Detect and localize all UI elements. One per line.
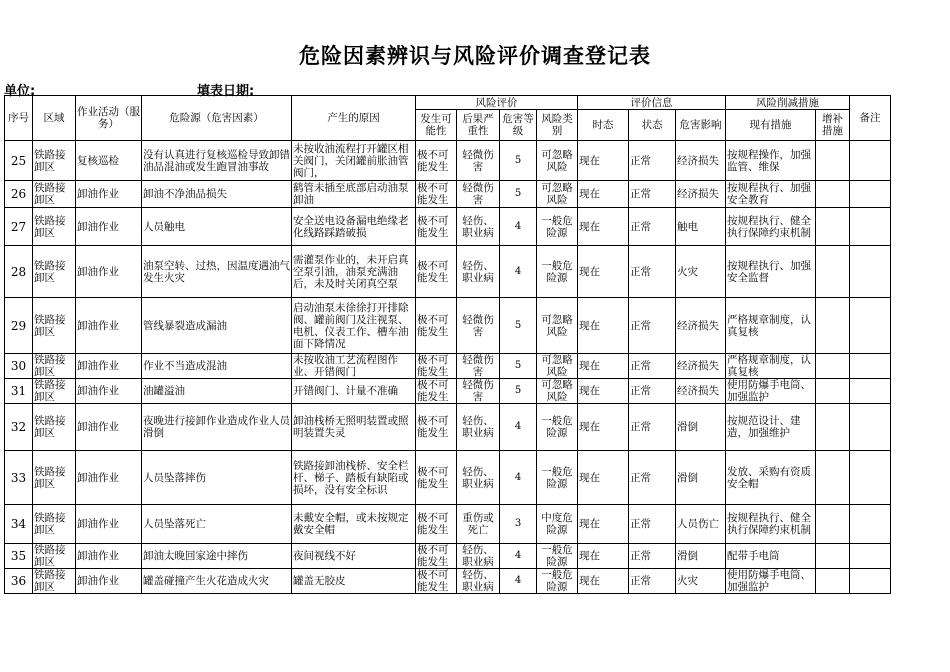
row-level: 4 [500, 246, 537, 298]
row-tense: 现在 [578, 354, 629, 379]
row-state: 正常 [629, 569, 676, 594]
row-activity: 卸油作业 [76, 544, 142, 569]
row-cause: 夜间视线不好 [292, 544, 416, 569]
row-level: 4 [500, 544, 537, 569]
row-extra-measures [816, 404, 850, 451]
row-remark [850, 379, 891, 404]
row-severity: 轻伤、职业病 [457, 451, 500, 505]
row-area: 铁路接卸区 [33, 379, 76, 404]
row-likelihood: 极不可能发生 [416, 141, 457, 181]
row-severity: 轻伤、职业病 [457, 246, 500, 298]
row-cause: 安全送电设备漏电绝缘老化线路踩踏破损 [292, 208, 416, 246]
row-likelihood: 极不可能发生 [416, 298, 457, 354]
header-category: 风险类别 [537, 110, 578, 141]
row-current-measures: 使用防爆手电筒、加强监护 [726, 379, 816, 404]
row-state: 正常 [629, 451, 676, 505]
row-likelihood: 极不可能发生 [416, 451, 457, 505]
row-category: 可忽略风险 [537, 298, 578, 354]
row-category: 可忽略风险 [537, 181, 578, 208]
row-tense: 现在 [578, 379, 629, 404]
row-impact: 经济损失 [676, 354, 726, 379]
row-activity: 卸油作业 [76, 505, 142, 544]
row-category: 可忽略风险 [537, 354, 578, 379]
row-cause: 开错阀门、计量不准确 [292, 379, 416, 404]
row-cause: 铁路接卸油栈桥、安全栏杆、梯子、踏板有缺陷或损坏，没有安全标识 [292, 451, 416, 505]
row-seq: 35 [5, 544, 33, 569]
row-area: 铁路接卸区 [33, 246, 76, 298]
row-tense: 现在 [578, 181, 629, 208]
row-hazard: 人员坠落死亡 [142, 505, 292, 544]
header-state: 状态 [629, 110, 676, 141]
row-likelihood: 极不可能发生 [416, 404, 457, 451]
row-level: 4 [500, 208, 537, 246]
row-area: 铁路接卸区 [33, 181, 76, 208]
row-likelihood: 极不可能发生 [416, 505, 457, 544]
row-tense: 现在 [578, 298, 629, 354]
row-remark [850, 181, 891, 208]
row-activity: 卸油作业 [76, 181, 142, 208]
row-area: 铁路接卸区 [33, 208, 76, 246]
row-level: 5 [500, 141, 537, 181]
header-risk-eval: 风险评价 [416, 96, 578, 110]
row-state: 正常 [629, 354, 676, 379]
row-remark [850, 451, 891, 505]
row-extra-measures [816, 505, 850, 544]
row-state: 正常 [629, 208, 676, 246]
table-row [5, 544, 891, 569]
row-area: 铁路接卸区 [33, 505, 76, 544]
row-impact: 经济损失 [676, 379, 726, 404]
row-severity: 轻伤、职业病 [457, 544, 500, 569]
row-category: 中度危险源 [537, 505, 578, 544]
row-impact: 触电 [676, 208, 726, 246]
row-level: 3 [500, 505, 537, 544]
row-seq: 28 [5, 246, 33, 298]
row-extra-measures [816, 208, 850, 246]
row-seq: 33 [5, 451, 33, 505]
row-extra-measures [816, 298, 850, 354]
row-hazard: 油泵空转、过热，因温度遇油气发生火灾 [142, 246, 292, 298]
row-seq: 25 [5, 141, 33, 181]
document-title: 危险因素辨识与风险评价调查登记表 [299, 44, 651, 68]
row-likelihood: 极不可能发生 [416, 181, 457, 208]
table-row [5, 404, 891, 451]
row-activity: 卸油作业 [76, 298, 142, 354]
row-hazard: 没有认真进行复核巡检导致卸错油品混油或发生跑冒油事故 [142, 141, 292, 181]
table-row [5, 569, 891, 594]
row-hazard: 人员坠落摔伤 [142, 451, 292, 505]
row-current-measures: 严格规章制度，认真复核 [726, 354, 816, 379]
row-tense: 现在 [578, 505, 629, 544]
row-remark [850, 354, 891, 379]
row-hazard: 作业不当造成混油 [142, 354, 292, 379]
row-state: 正常 [629, 379, 676, 404]
row-activity: 卸油作业 [76, 208, 142, 246]
row-severity: 轻微伤害 [457, 379, 500, 404]
row-likelihood: 极不可能发生 [416, 569, 457, 594]
row-hazard: 管线暴裂造成漏油 [142, 298, 292, 354]
row-level: 4 [500, 404, 537, 451]
row-impact: 滑倒 [676, 451, 726, 505]
table-row [5, 379, 891, 404]
header-severity: 后果严重性 [457, 110, 500, 141]
table-row [5, 451, 891, 505]
row-state: 正常 [629, 141, 676, 181]
row-area: 铁路接卸区 [33, 404, 76, 451]
risk-register-table [4, 95, 891, 594]
row-impact: 滑倒 [676, 544, 726, 569]
row-seq: 32 [5, 404, 33, 451]
row-cause: 未按收油流程打开罐区相关阀门，关闭罐前胀油管阀门， [292, 141, 416, 181]
row-current-measures: 发放、采购有资质安全帽 [726, 451, 816, 505]
row-extra-measures [816, 181, 850, 208]
header-extra-measures: 增补措施 [816, 110, 850, 141]
row-area: 铁路接卸区 [33, 298, 76, 354]
row-hazard: 卸油不净油品损失 [142, 181, 292, 208]
row-hazard: 卸油太晚回家途中摔伤 [142, 544, 292, 569]
header-hazard: 危险源（危害因素） [142, 96, 292, 141]
row-tense: 现在 [578, 141, 629, 181]
row-seq: 31 [5, 379, 33, 404]
date-label: 填表日期: [197, 84, 255, 99]
row-current-measures: 严格规章制度，认真复核 [726, 298, 816, 354]
table-row [5, 141, 891, 181]
row-current-measures: 按规程执行、加强安全监督 [726, 246, 816, 298]
row-activity: 复核巡检 [76, 141, 142, 181]
row-level: 5 [500, 354, 537, 379]
row-state: 正常 [629, 181, 676, 208]
row-activity: 卸油作业 [76, 404, 142, 451]
row-cause: 罐盖无胶皮 [292, 569, 416, 594]
row-impact: 经济损失 [676, 141, 726, 181]
row-hazard: 油罐溢油 [142, 379, 292, 404]
row-remark [850, 208, 891, 246]
row-activity: 卸油作业 [76, 354, 142, 379]
row-current-measures: 使用防爆手电筒、加强监护 [726, 569, 816, 594]
row-severity: 轻微伤害 [457, 181, 500, 208]
row-severity: 轻伤、职业病 [457, 569, 500, 594]
row-activity: 卸油作业 [76, 451, 142, 505]
row-tense: 现在 [578, 246, 629, 298]
header-mitigation: 风险削减措施 [726, 96, 850, 110]
row-severity: 轻微伤害 [457, 298, 500, 354]
row-likelihood: 极不可能发生 [416, 379, 457, 404]
row-category: 一般危险源 [537, 569, 578, 594]
header-remarks: 备注 [850, 96, 891, 141]
unit-label: 单位: [4, 84, 36, 99]
row-activity: 卸油作业 [76, 569, 142, 594]
row-category: 可忽略风险 [537, 141, 578, 181]
row-current-measures: 按规程执行、健全执行保障约束机制 [726, 208, 816, 246]
row-area: 铁路接卸区 [33, 354, 76, 379]
row-level: 5 [500, 379, 537, 404]
header-cause: 产生的原因 [292, 96, 416, 141]
row-state: 正常 [629, 544, 676, 569]
table-row [5, 354, 891, 379]
row-tense: 现在 [578, 451, 629, 505]
row-category: 一般危险源 [537, 451, 578, 505]
row-state: 正常 [629, 505, 676, 544]
row-severity: 轻微伤害 [457, 141, 500, 181]
row-extra-measures [816, 379, 850, 404]
row-remark [850, 246, 891, 298]
row-current-measures: 按规程执行、加强安全教育 [726, 181, 816, 208]
row-category: 一般危险源 [537, 208, 578, 246]
row-cause: 鹤管未插至底部启动油泵卸油 [292, 181, 416, 208]
row-level: 5 [500, 298, 537, 354]
row-severity: 轻伤、职业病 [457, 404, 500, 451]
row-hazard: 人员触电 [142, 208, 292, 246]
row-area: 铁路接卸区 [33, 141, 76, 181]
row-tense: 现在 [578, 404, 629, 451]
row-seq: 30 [5, 354, 33, 379]
row-cause: 未戴安全帽，或未按规定戴安全帽 [292, 505, 416, 544]
row-cause: 启动油泵未徐徐打开排除阀、罐前阀门及注视泵、电机、仪表工作、槽车油面下降情况 [292, 298, 416, 354]
row-impact: 经济损失 [676, 181, 726, 208]
row-current-measures: 按规程操作，加强监管、维保 [726, 141, 816, 181]
row-likelihood: 极不可能发生 [416, 246, 457, 298]
row-extra-measures [816, 246, 850, 298]
row-likelihood: 极不可能发生 [416, 354, 457, 379]
header-activity: 作业活动（服务） [76, 96, 142, 141]
row-extra-measures [816, 569, 850, 594]
row-current-measures: 按规范设计、建造，加强维护 [726, 404, 816, 451]
row-level: 5 [500, 181, 537, 208]
row-remark [850, 298, 891, 354]
row-severity: 轻伤、职业病 [457, 208, 500, 246]
row-remark [850, 505, 891, 544]
row-hazard: 罐盖碰撞产生火花造成火灾 [142, 569, 292, 594]
row-extra-measures [816, 354, 850, 379]
row-impact: 火灾 [676, 246, 726, 298]
row-seq: 26 [5, 181, 33, 208]
header-tense: 时态 [578, 110, 629, 141]
row-area: 铁路接卸区 [33, 544, 76, 569]
row-activity: 卸油作业 [76, 246, 142, 298]
row-seq: 29 [5, 298, 33, 354]
table-row [5, 181, 891, 208]
header-seq: 序号 [5, 96, 33, 141]
row-seq: 27 [5, 208, 33, 246]
table-row [5, 246, 891, 298]
row-cause: 卸油栈桥无照明装置或照明装置失灵 [292, 404, 416, 451]
row-tense: 现在 [578, 208, 629, 246]
row-severity: 轻微伤害 [457, 354, 500, 379]
row-impact: 经济损失 [676, 298, 726, 354]
row-cause: 未按收油工艺流程图作业、开错阀门 [292, 354, 416, 379]
row-impact: 人员伤亡 [676, 505, 726, 544]
header-current-measures: 现有措施 [726, 110, 816, 141]
header-level: 危害等级 [500, 110, 537, 141]
row-seq: 36 [5, 569, 33, 594]
row-category: 一般危险源 [537, 404, 578, 451]
row-remark [850, 569, 891, 594]
row-severity: 重伤或死亡 [457, 505, 500, 544]
row-extra-measures [816, 544, 850, 569]
row-tense: 现在 [578, 569, 629, 594]
row-level: 4 [500, 451, 537, 505]
row-remark [850, 141, 891, 181]
row-level: 4 [500, 569, 537, 594]
table-row [5, 505, 891, 544]
header-impact: 危害影响 [676, 110, 726, 141]
table-row [5, 298, 891, 354]
table-body [5, 141, 891, 594]
table-row [5, 208, 891, 246]
row-category: 可忽略风险 [537, 379, 578, 404]
row-state: 正常 [629, 246, 676, 298]
header-likelihood: 发生可能性 [416, 110, 457, 141]
row-category: 一般危险源 [537, 246, 578, 298]
row-tense: 现在 [578, 544, 629, 569]
row-extra-measures [816, 451, 850, 505]
row-remark [850, 544, 891, 569]
row-extra-measures [816, 141, 850, 181]
header-eval-info: 评价信息 [578, 96, 726, 110]
row-impact: 滑倒 [676, 404, 726, 451]
row-remark [850, 404, 891, 451]
row-area: 铁路接卸区 [33, 451, 76, 505]
row-cause: 需灌泵作业的，未开启真空泵引油，油泵充满油后，未及时关闭真空泵 [292, 246, 416, 298]
row-category: 一般危险源 [537, 544, 578, 569]
row-impact: 火灾 [676, 569, 726, 594]
row-state: 正常 [629, 298, 676, 354]
row-current-measures: 按规程执行、健全执行保障约束机制 [726, 505, 816, 544]
row-seq: 34 [5, 505, 33, 544]
row-likelihood: 极不可能发生 [416, 544, 457, 569]
row-state: 正常 [629, 404, 676, 451]
row-hazard: 夜晚进行接卸作业造成作业人员滑倒 [142, 404, 292, 451]
row-current-measures: 配带手电筒 [726, 544, 816, 569]
row-likelihood: 极不可能发生 [416, 208, 457, 246]
row-area: 铁路接卸区 [33, 569, 76, 594]
header-area: 区域 [33, 96, 76, 141]
row-activity: 卸油作业 [76, 379, 142, 404]
